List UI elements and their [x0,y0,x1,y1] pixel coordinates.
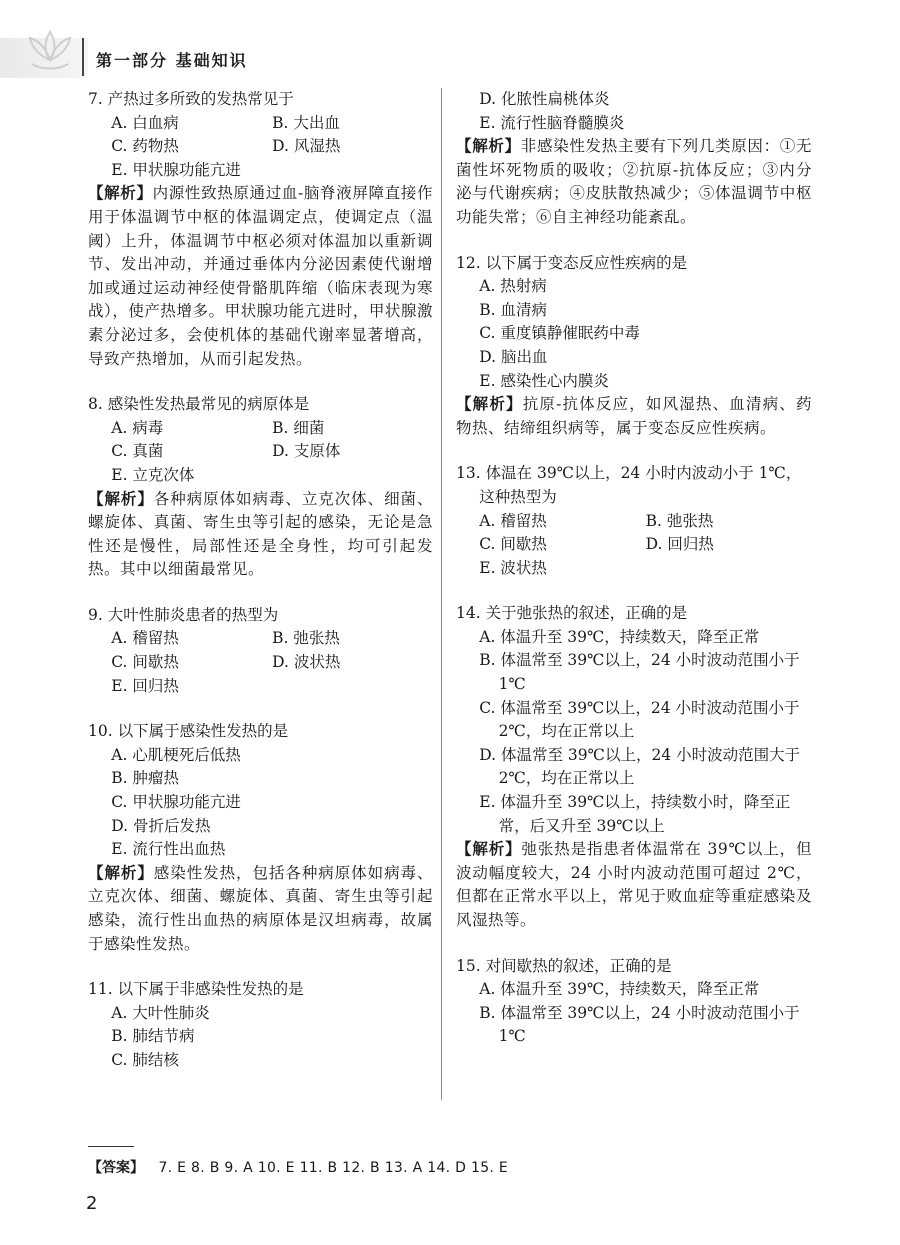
option-row [111,651,433,675]
analysis-text: 非感染性发热主要有下列几类原因：①无菌性坏死物质的吸收；②抗原-抗体反应；③内分泌与代谢疾病；④皮肤散热减少；⑤体温调节中枢功能失常；⑥自主神经功能紊乱。 [456,137,812,226]
analysis-paragraph [456,135,812,229]
left-column [88,88,433,1095]
option-row [479,557,812,581]
answer-option: D. 风湿热 [272,137,341,156]
answer-option: B. 肿瘤热 [111,769,179,788]
question-block [456,252,812,441]
answer-option: D. 脑出血 [479,347,548,366]
answer-rule [88,1146,134,1147]
option-list [456,626,812,838]
option-row [111,464,433,488]
question-stem: 9. 大叶性肺炎患者的热型为 [88,605,279,624]
answer-option: A. 病毒 [111,418,164,437]
answer-option: C. 体温常至 39℃以上，24 小时波动范围小于 2℃，均在正常以上 [479,698,800,741]
analysis-paragraph [456,393,812,440]
option-list [456,275,812,393]
answer-option: D. 化脓性扁桃体炎 [479,90,610,108]
lotus-logo-icon [20,24,80,76]
answer-option: C. 药物热 [111,137,179,156]
answer-option: A. 心肌梗死后低热 [111,745,241,764]
option-row [111,440,433,464]
option-row [111,417,433,441]
analysis-label: 【解析】 [456,840,522,859]
analysis-label: 【解析】 [456,137,521,156]
answer-option: E. 流行性出血热 [111,840,226,859]
question-stem: 11. 以下属于非感染性发热的是 [88,980,304,999]
analysis-paragraph [88,862,433,956]
analysis-label: 【解析】 [88,489,154,508]
answer-option: E. 流行性脑脊髓膜炎 [479,113,625,132]
answer-option: D. 支原体 [272,442,341,461]
answer-option: A. 白血病 [111,113,179,132]
header-divider [82,38,84,76]
option-row [111,675,433,699]
answer-option: B. 体温常至 39℃以上，24 小时波动范围小于 1℃ [479,1003,800,1046]
question-block [456,88,812,230]
question-block [88,604,433,698]
answer-option: D. 体温常至 39℃以上，24 小时波动范围大于 2℃，均在正常以上 [479,745,801,788]
option-list [88,417,433,488]
analysis-paragraph [88,488,433,582]
question-block [456,955,812,1049]
answer-option: C. 重度镇静催眠药中毒 [479,324,640,343]
option-list [456,978,812,1049]
analysis-label: 【解析】 [88,863,154,882]
analysis-label: 【解析】 [88,184,153,203]
answer-option: C. 真菌 [111,442,164,461]
option-row [111,112,433,136]
question-block [456,462,812,580]
answer-label: 【答案】 [88,1160,144,1176]
answer-list: 7. E 8. B 9. A 10. E 11. B 12. B 13. A 14. D 15. E [158,1160,509,1176]
answer-option: A. 稽留热 [111,629,179,648]
answer-option: B. 体温常至 39℃以上，24 小时波动范围小于 1℃ [479,651,800,694]
option-row [111,627,433,651]
answer-option: A. 体温升至 39℃，持续数天，降至正常 [479,627,760,646]
page-number: 2 [86,1193,98,1214]
answer-option: E. 回归热 [111,676,179,695]
option-row [479,510,812,534]
question-stem: 10. 以下属于感染性发热的是 [88,722,289,741]
answer-option: B. 大出血 [272,113,340,132]
question-stem: 13. 体温在 39℃以上，24 小时内波动小于 1℃，这种热型为 [456,464,802,506]
answer-key [88,1157,508,1177]
answer-option: B. 弛张热 [272,629,340,648]
question-stem: 15. 对间歇热的叙述，正确的是 [456,956,672,975]
answer-option: A. 大叶性肺炎 [111,1003,210,1022]
analysis-paragraph [456,838,812,932]
answer-option: D. 骨折后发热 [111,816,211,835]
option-list [88,627,433,698]
option-row [479,533,812,557]
analysis-paragraph [88,182,433,371]
question-block [88,88,433,371]
answer-option: C. 间歇热 [111,653,179,672]
answer-option: B. 弛张热 [645,511,714,530]
answer-option: C. 甲状腺功能亢进 [111,793,241,812]
question-stem: 7. 产热过多所致的发热常见于 [88,90,294,108]
answer-option: E. 甲状腺功能亢进 [111,160,241,179]
analysis-label: 【解析】 [456,395,523,414]
question-stem: 12. 以下属于变态反应性疾病的是 [456,253,688,272]
answer-option: A. 稽留热 [479,511,547,530]
answer-option: B. 细菌 [272,418,325,437]
analysis-text: 弛张热是指患者体温常在 39℃以上，但波动幅度较大，24 小时内波动范围可超过 2℃，但都在正常水平以上，常见于败血症等重症感染及风湿热等。 [456,840,812,929]
answer-option: D. 回归热 [645,535,714,554]
analysis-text: 感染性发热，包括各种病原体如病毒、立克次体、细菌、螺旋体、真菌、寄生虫等引起感染，流行性出血热的病原体是汉坦病毒，故属于感染性发热。 [88,863,433,953]
option-row [111,159,433,183]
question-block [88,393,433,582]
answer-option: B. 血清病 [479,300,547,319]
answer-option: C. 间歇热 [479,535,547,554]
analysis-text: 抗原-抗体反应，如风湿热、血清病、药物热、结缔组织病等，属于变态反应性疾病。 [456,395,812,437]
option-list [88,1002,433,1073]
option-row [111,135,433,159]
answer-option: E. 波状热 [479,558,547,577]
question-block [456,602,812,932]
analysis-text: 各种病原体如病毒、立克次体、细菌、螺旋体、真菌、寄生虫等引起的感染，无论是急性还是慢性，局部性还是全身性，均可引起发热。其中以细菌最常见。 [88,489,433,579]
answer-option: B. 肺结节病 [111,1027,195,1046]
right-column [456,88,812,1071]
option-list [88,112,433,183]
answer-option: E. 立克次体 [111,465,195,484]
question-block [88,978,433,1072]
option-list [456,88,812,135]
section-title: 第一部分 基础知识 [96,51,248,70]
answer-option: C. 肺结核 [111,1050,179,1069]
answer-option: D. 波状热 [272,653,341,672]
answer-option: E. 体温升至 39℃以上，持续数小时，降至正常，后又升至 39℃以上 [479,793,791,835]
answer-option: E. 感染性心内膜炎 [479,371,609,390]
question-block [88,720,433,956]
column-divider [441,88,442,1100]
answer-option: A. 体温升至 39℃，持续数天，降至正常 [479,980,760,999]
option-list [456,510,812,581]
option-list [88,744,433,862]
question-stem: 14. 关于弛张热的叙述，正确的是 [456,604,688,623]
answer-option: A. 热射病 [479,277,547,296]
analysis-text: 内源性致热原通过血-脑脊液屏障直接作用于体温调节中枢的体温调定点，使调定点（温阈）上升，体温调节中枢必须对体温加以重新调节、发出冲动，并通过垂体内分泌因素使代谢增加或通过运动神经使骨骼肌阵缩（临床表现为寒战），使产热增多。甲状腺功能亢进时，甲状腺激素分泌过多，会使机体的基础代谢率显著增高，导致产热增加，从而引起发热。 [88,184,433,368]
question-stem: 8. 感染性发热最常见的病原体是 [88,395,310,414]
